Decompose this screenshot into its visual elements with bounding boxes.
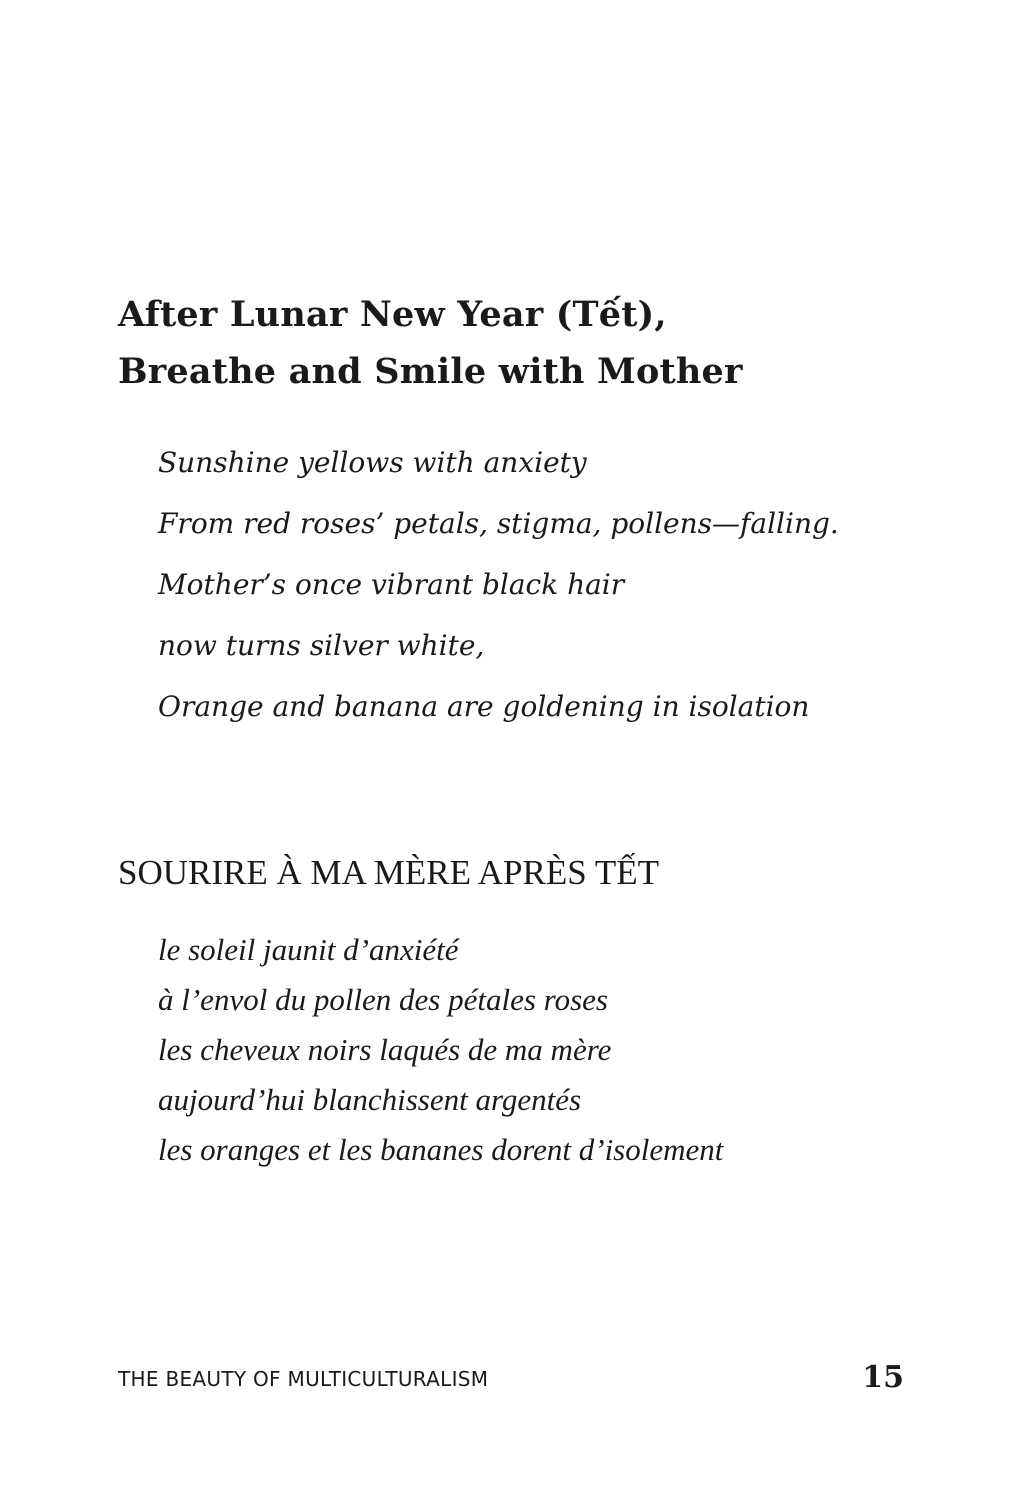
- page-number: 15: [862, 1360, 904, 1395]
- poem-stanza-french: [158, 925, 723, 1175]
- translation-line: le soleil jaunit d’anxiété: [158, 932, 459, 967]
- translation-line: aujourd’hui blanchissent argentés: [158, 1082, 582, 1117]
- poem-line: From red roses’ petals, stigma, pollens—falling.: [158, 507, 839, 540]
- poem-title-line: Breathe and Smile with Mother: [118, 351, 743, 392]
- poem-title-line: After Lunar New Year (Tết),: [118, 294, 667, 335]
- running-footer-title: THE BEAUTY OF MULTICULTURALISM: [118, 1367, 489, 1391]
- translation-line: les oranges et les bananes dorent d’isolement: [158, 1132, 724, 1167]
- poem-stanza-english: [158, 432, 839, 737]
- translation-title: SOURIRE À MA MÈRE APRÈS TẾT: [118, 853, 659, 892]
- translation-line: les cheveux noirs laqués de ma mère: [158, 1032, 612, 1067]
- poem-line: Mother’s once vibrant black hair: [158, 568, 625, 601]
- poem-line: Sunshine yellows with anxiety: [158, 446, 587, 479]
- translation-line: à l’envol du pollen des pétales roses: [158, 982, 608, 1017]
- poem-line: Orange and banana are goldening in isolation: [158, 690, 810, 723]
- poem-line: now turns silver white,: [158, 629, 485, 662]
- poem-title: [118, 286, 743, 400]
